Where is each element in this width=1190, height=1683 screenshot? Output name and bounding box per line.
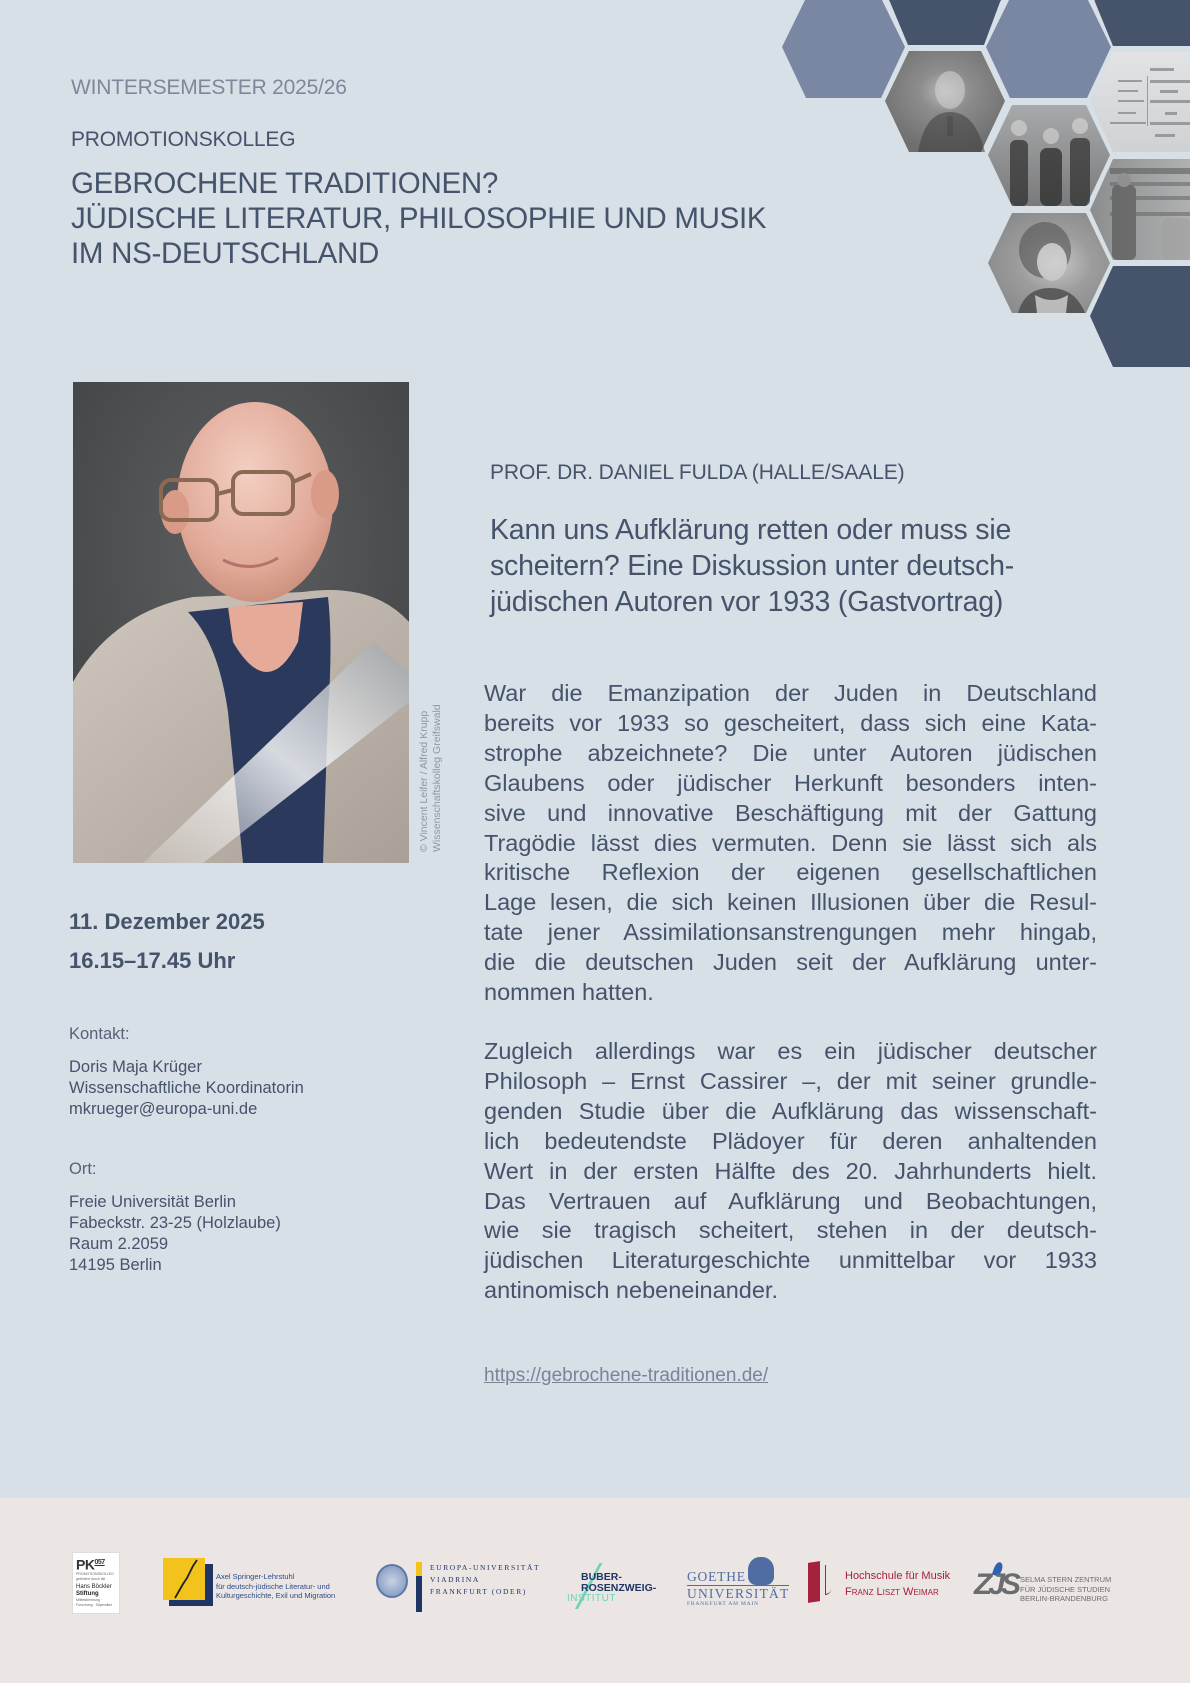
goethe-logo-line: FRANKFURT AM MAIN: [687, 1601, 759, 1607]
program-title-line: JÜDISCHE LITERATUR, PHILOSOPHIE UND MUSIK: [71, 202, 767, 235]
axel-springer-icon: [163, 1558, 213, 1606]
hexagon-dark: [884, 0, 1007, 45]
hexagon-light: [986, 0, 1111, 98]
location-label: Ort:: [69, 1160, 97, 1178]
photo-credit: [418, 652, 444, 852]
location-line: Fabeckstr. 23-25 (Holzlaube): [69, 1214, 281, 1232]
abstract-line: Tragödie lässt dies vermuten. Denn sie lässt sich als: [484, 829, 1097, 856]
talk-title: [490, 512, 1090, 620]
contact-role: Wissenschaftliche Koordinatorin: [69, 1079, 304, 1097]
axel-springer-chair-logo: [163, 1558, 348, 1606]
hbs-logo-line2: Stiftung: [76, 1590, 99, 1597]
abstract-line: Glaubens oder jüdischer Herkunft besonders inten-: [484, 769, 1097, 796]
abstract-line: lich bedeutendste Plädoyer für deren anhaltenden: [484, 1127, 1097, 1154]
contact-name: Doris Maja Krüger: [69, 1058, 202, 1076]
zjs-mark: ZJS: [974, 1568, 1018, 1601]
hexagon-photo-cluster: [770, 0, 1190, 380]
abstract-line: die die deutschen Juden seit der Aufklärung unter-: [484, 949, 1097, 976]
program-title-line: IM NS-DEUTSCHLAND: [71, 237, 379, 270]
abstract-line: antinomisch nebeneinander.: [484, 1277, 778, 1304]
abstract-line: sive und innovative Beschäftigung mit der Gattung: [484, 799, 1097, 826]
goethe-logo-line: UNIVERSITÄT: [687, 1586, 790, 1601]
photo-credit-line: © Vincent Leifer / Alfred Krupp: [418, 710, 430, 852]
viadrina-bar-icon: [416, 1576, 422, 1612]
talk-title-line: jüdischen Autoren vor 1933 (Gastvortrag): [490, 586, 1004, 618]
buber-logo-line: INSTITUT: [567, 1593, 616, 1604]
talk-title-line: scheitern? Eine Diskussion unter deutsch-: [490, 550, 1015, 582]
abstract-line: Lage lesen, die sich keinen Illusionen über die Resul-: [484, 889, 1097, 916]
abstract-paragraph-2: [484, 1037, 1097, 1306]
abstract-line: War die Emanzipation der Juden in Deutschland: [484, 680, 1097, 706]
contact-label: Kontakt:: [69, 1025, 130, 1043]
viadrina-logo-line: FRANKFURT (ODER): [430, 1587, 527, 1596]
talk-title-line: Kann uns Aufklärung retten oder muss sie: [490, 514, 1012, 546]
abstract-line: genden Studie über die Aufklärung das wissenschaft-: [484, 1097, 1097, 1124]
axel-logo-line: für deutsch-jüdische Literatur- und: [216, 1581, 330, 1591]
speaker-name: PROF. DR. DANIEL FULDA (HALLE/SAALE): [490, 461, 905, 484]
abstract-line: strophe abzeichnete? Die unter Autoren jüdischen: [484, 739, 1097, 766]
contact-block: [69, 1057, 304, 1120]
zjs-logo-line: FÜR JÜDISCHE STUDIEN: [1020, 1584, 1111, 1594]
abstract-line: Philosoph – Ernst Cassirer –, der mit seiner grundle-: [484, 1067, 1097, 1094]
pk-logo-text: PK: [76, 1556, 95, 1573]
abstract-line: Das Vertrauen auf Aufklärung und Beobachtungen,: [484, 1187, 1097, 1214]
abstract-line: tate jener Assimilationsanstrengungen mehr hingab,: [484, 919, 1097, 946]
location-line: Freie Universität Berlin: [69, 1193, 236, 1211]
viadrina-logo-line: VIADRINA: [430, 1575, 480, 1584]
buber-logo-line: BUBER-: [581, 1571, 622, 1583]
speaker-portrait-photo: [73, 382, 409, 863]
viadrina-logo-line: EUROPA-UNIVERSITÄT: [430, 1563, 541, 1572]
program-title-line: GEBROCHENE TRADITIONEN?: [71, 167, 498, 200]
buber-logo-line: ROSENZWEIG-: [581, 1582, 657, 1594]
liszt-logo-line: Franz Liszt Weimar: [845, 1586, 939, 1598]
buber-rosenzweig-institut-logo: [555, 1563, 665, 1611]
abstract-line: nommen hatten.: [484, 979, 654, 1006]
abstract-line: bereits vor 1933 so gescheitert, dass sich eine Kata-: [484, 709, 1097, 736]
hfm-liszt-weimar-logo: [808, 1562, 968, 1608]
viadrina-bar-icon: [416, 1562, 422, 1576]
program-title: [71, 166, 766, 271]
liszt-logo-line: Hochschule für Musik: [845, 1570, 951, 1582]
liszt-string-icon: [825, 1565, 831, 1595]
abstract-line: Wert in der ersten Hälfte des 20. Jahrhunderts hielt.: [484, 1157, 1097, 1184]
abstract-line: wie sie tragisch scheitert, stehen in der deutsch-: [484, 1217, 1097, 1244]
abstract-line: jüdischen Literaturgeschichte unmittelbar vor 1933: [484, 1247, 1097, 1274]
zjs-logo-line: BERLIN-BRANDENBURG: [1020, 1594, 1108, 1603]
hexagon-light: [782, 0, 905, 98]
event-date: 11. Dezember 2025: [69, 909, 265, 934]
location-block: [69, 1192, 281, 1276]
pk-logo-number: 057: [94, 1559, 105, 1566]
semester-label: WINTERSEMESTER 2025/26: [71, 76, 347, 99]
goethe-logo-line: GOETHE: [687, 1569, 746, 1584]
event-time: 16.15–17.45 Uhr: [69, 948, 236, 973]
selma-stern-zentrum-logo: [972, 1562, 1132, 1612]
location-line: Raum 2.2059: [69, 1235, 169, 1253]
liszt-mark-icon: [808, 1561, 820, 1603]
goethe-university-logo: [686, 1557, 790, 1609]
contact-email-link[interactable]: mkrueger@europa-uni.de: [69, 1100, 258, 1118]
pk-logo-funded: gefördert durch die: [76, 1576, 106, 1581]
hbs-logo-tagline: Mitbestimmung · Forschung · Stipendien: [76, 1597, 113, 1607]
pk057-hans-boeckler-logo: [72, 1552, 120, 1614]
hbs-logo-line1: Hans Böckler: [76, 1583, 112, 1590]
program-label: PROMOTIONSKOLLEG: [71, 128, 296, 151]
abstract-line: Zugleich allerdings war es ein jüdischer deutscher: [484, 1038, 1097, 1064]
zjs-logo-line: SELMA STERN ZENTRUM: [1020, 1575, 1112, 1584]
axel-logo-line: Axel Springer-Lehrstuhl: [216, 1572, 295, 1581]
goethe-portrait-icon: [748, 1557, 774, 1585]
viadrina-seal-icon: [376, 1564, 408, 1598]
axel-logo-line: Kulturgeschichte, Exil und Migration: [216, 1591, 336, 1600]
location-line: 14195 Berlin: [69, 1256, 162, 1274]
pk-logo-subtitle: PROMOTIONSKOLLEG: [76, 1571, 114, 1576]
hexagon-dark: [1090, 266, 1190, 367]
abstract-paragraph-1: [484, 679, 1097, 1008]
website-link[interactable]: https://gebrochene-traditionen.de/: [484, 1365, 769, 1386]
abstract-line: kritische Reflexion der eigenen gesellschaftlichen: [484, 859, 1097, 886]
photo-credit-line: Wissenschaftskolleg Greifswald: [431, 704, 443, 852]
